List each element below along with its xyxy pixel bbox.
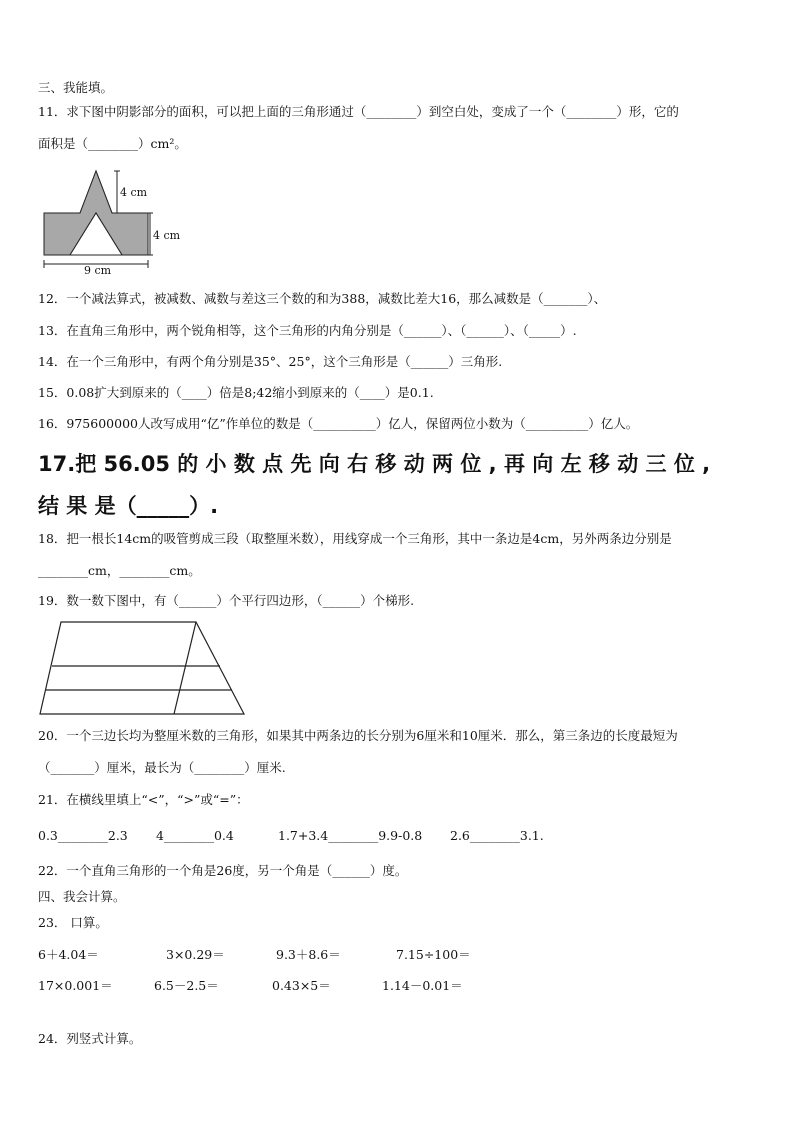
compare-item: 2.6________3.1. — [450, 828, 544, 843]
compare-item: 0.3________2.3 — [38, 828, 128, 843]
question-12: 12．一个减法算式，被减数、减数与差这三个数的和为388，减数比差大16，那么减数是（_______）、 — [38, 291, 607, 306]
top-height-label: 4 cm — [120, 186, 148, 199]
question-20-line1: 20．一个三边长均为整厘米数的三角形，如果其中两条边的长分别为6厘米和10厘米．那么，第三条边的长度最短为 — [38, 728, 678, 743]
math-item: 9.3＋8.6＝ — [276, 947, 341, 962]
question-22: 22．一个直角三角形的一个角是26度，另一个角是（______）度。 — [38, 863, 408, 878]
question-14: 14．在一个三角形中，有两个角分别是35°、25°，这个三角形是（______）三角形. — [38, 354, 503, 369]
compare-item: 1.7+3.4________9.9-0.8 — [278, 828, 423, 843]
section-3-heading: 三、我能填。 — [38, 80, 114, 95]
question-18-line2: ________cm，________cm。 — [38, 563, 201, 578]
width-label: 9 cm — [84, 264, 112, 277]
outer-trapezoid — [40, 622, 244, 714]
question-24: 24．列竖式计算。 — [38, 1031, 142, 1046]
math-item: 17×0.001＝ — [38, 978, 113, 993]
mental-math-row-2 — [38, 978, 758, 994]
math-item: 6＋4.04＝ — [38, 947, 99, 962]
side-height-label: 4 cm — [153, 229, 181, 242]
question-11-line2: 面积是（________）cm²。 — [38, 136, 187, 151]
question-11-line1: 11．求下图中阴影部分的面积，可以把上面的三角形通过（________）到空白处，变成了一个（________）形，它的 — [38, 104, 679, 119]
math-item: 6.5－2.5＝ — [154, 978, 219, 993]
shaded-area-figure — [38, 168, 198, 278]
question-21-items — [38, 828, 758, 844]
question-13: 13．在直角三角形中，两个锐角相等，这个三角形的内角分别是（______）、（______）、（_____）. — [38, 323, 577, 338]
question-15: 15．0.08扩大到原来的（____）倍是8;42缩小到原来的（____）是0.1. — [38, 385, 434, 400]
slanted-line — [174, 622, 196, 714]
mental-math-row-1 — [38, 947, 758, 963]
section-4-heading: 四、我会计算。 — [38, 889, 126, 904]
question-21-prompt: 21．在横线里填上“<”，“>”或“=”： — [38, 792, 249, 807]
question-23-prompt: 23． 口算。 — [38, 915, 108, 930]
question-18-line1: 18．把一根长14cm的吸管剪成三段（取整厘米数），用线穿成一个三角形，其中一条边是4cm，另外两条边分别是 — [38, 531, 672, 546]
math-item: 1.14－0.01＝ — [382, 978, 463, 993]
question-17-line2: 结 果 是（_____）. — [38, 494, 219, 518]
math-item: 7.15÷100＝ — [396, 947, 471, 962]
question-19: 19．数一数下图中，有（______）个平行四边形，（______）个梯形. — [38, 593, 415, 608]
question-20-line2: （_______）厘米，最长为（________）厘米. — [38, 760, 286, 775]
question-17-line1: 17.把 56.05 的 小 数 点 先 向 右 移 动 两 位 , 再 向 左 移 动 三 位 , — [38, 452, 711, 476]
math-item: 3×0.29＝ — [166, 947, 225, 962]
math-item: 0.43×5＝ — [272, 978, 331, 993]
trapezoid-figure — [38, 618, 248, 718]
compare-item: 4________0.4 — [156, 828, 234, 843]
question-16: 16．975600000人改写成用“亿”作单位的数是（__________）亿人，保留两位小数为（__________）亿人。 — [38, 416, 639, 431]
